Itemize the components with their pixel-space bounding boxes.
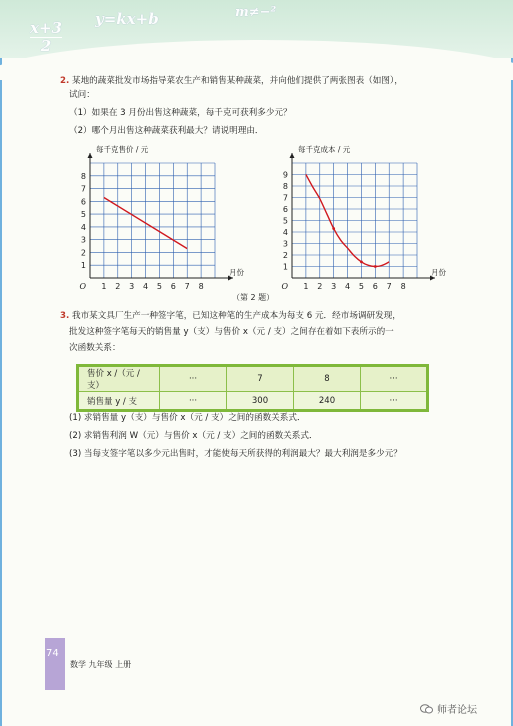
- x-tick-label: 7: [386, 282, 392, 291]
- page-number: 74: [46, 648, 59, 659]
- fraction-numerator: x+3: [30, 19, 62, 37]
- table-row-sales: [78, 392, 428, 411]
- table-cell: ···: [361, 366, 428, 392]
- banner-formula-fraction: [30, 19, 62, 55]
- banner-formula-linear: y=kx+b: [95, 10, 159, 28]
- y-tick-label: 4: [282, 228, 288, 237]
- x-tick-label: 4: [143, 282, 149, 291]
- x-tick-label: 8: [400, 282, 406, 291]
- x-tick-label: 6: [170, 282, 176, 291]
- x-tick-label: 5: [156, 282, 162, 291]
- x-tick-label: 8: [198, 282, 204, 291]
- watermark: [420, 701, 477, 716]
- x-tick-label: 2: [317, 282, 323, 291]
- y-tick-label: 6: [80, 197, 86, 207]
- y-axis-arrow: [88, 153, 93, 158]
- table-row-price: [78, 366, 428, 392]
- y-tick-label: 2: [282, 251, 288, 260]
- data-point: [360, 261, 363, 264]
- q2-figure-caption: （第 2 题）: [232, 293, 275, 302]
- x-tick-label: 6: [372, 282, 378, 291]
- cost-chart: [280, 143, 450, 291]
- table-cell: 300: [227, 392, 294, 411]
- q2-text-line1: 某地的蔬菜批发市场指导菜农生产和销售某种蔬菜，并向他们提供了两张图表（如图），: [71, 76, 403, 86]
- book-title: 数学 九年级 上册: [70, 660, 132, 669]
- y-tick-label: 4: [80, 222, 86, 232]
- origin-label: O: [79, 282, 86, 291]
- q2-number: 2.: [60, 76, 70, 86]
- q2-text-line2: 试问：: [69, 90, 95, 100]
- x-axis-label: 月份: [431, 268, 446, 277]
- q2-sub2: （2）哪个月出售这种蔬菜获利最大？请说明理由．: [69, 126, 264, 136]
- data-point: [374, 265, 377, 268]
- origin-label: O: [281, 282, 288, 291]
- q2-sub1: （1）如果在 3 月份出售这种蔬菜，每千克可获利多少元？: [69, 108, 292, 118]
- page-number-tab: [45, 638, 65, 690]
- table-cell: 8: [294, 366, 361, 392]
- table-header-sales: 销售量 y / 支: [78, 392, 160, 411]
- table-cell: 240: [294, 392, 361, 411]
- watermark-text: 师者论坛: [437, 705, 477, 716]
- q3-sub1: (1) 求销售量 y（支）与售价 x（元 / 支）之间的函数关系式．: [69, 413, 306, 423]
- chat-bubble-icon: [420, 704, 433, 714]
- q2-line1: [60, 76, 403, 87]
- x-tick-label: 1: [101, 282, 107, 291]
- y-tick-label: 2: [80, 248, 86, 258]
- x-tick-label: 5: [358, 282, 364, 291]
- y-tick-label: 5: [80, 210, 86, 220]
- y-axis-arrow: [290, 153, 295, 158]
- q3-text-line3: 次函数关系：: [69, 343, 121, 353]
- fraction-denominator: 2: [40, 37, 52, 55]
- q3-text-line1: 我市某文具厂生产一种签字笔，已知这种笔的生产成本为每支 6 元．经市场调研发现，: [71, 311, 401, 321]
- q3-sub3: (3) 当每支签字笔以多少元出售时，才能使每天所获得的利润最大？最大利润是多少元？: [69, 449, 402, 459]
- x-tick-label: 7: [184, 282, 190, 291]
- y-tick-label: 9: [282, 170, 288, 180]
- y-tick-label: 8: [282, 182, 288, 191]
- x-tick-label: 3: [331, 282, 337, 291]
- table-cell: 7: [227, 366, 294, 392]
- table-cell: ···: [160, 392, 227, 411]
- y-tick-label: 8: [80, 171, 86, 181]
- x-tick-label: 1: [303, 282, 309, 291]
- x-tick-label: 2: [115, 282, 121, 291]
- y-tick-label: 7: [282, 193, 288, 203]
- price-chart: [78, 143, 248, 291]
- x-tick-label: 3: [129, 282, 135, 291]
- y-tick-label: 5: [282, 216, 288, 226]
- x-tick-label: 4: [345, 282, 351, 291]
- x-axis-label: 月份: [229, 268, 244, 277]
- y-tick-label: 3: [80, 235, 86, 245]
- q3-sub2: (2) 求销售利润 W（元）与售价 x（元 / 支）之间的函数关系式．: [69, 431, 318, 441]
- y-tick-label: 7: [80, 184, 86, 194]
- left-page-edge: [0, 0, 2, 726]
- table-header-price: 售价 x /（元 / 支）: [78, 366, 160, 392]
- q3-line1: [60, 311, 401, 322]
- q3-number: 3.: [60, 311, 70, 321]
- q3-text-line2: 批发这种签字笔每天的销售量 y（支）与售价 x（元 / 支）之间存在着如下表所示的一: [69, 327, 394, 337]
- y-axis-label: 每千克售价 / 元: [96, 145, 149, 154]
- table-cell: ···: [361, 392, 428, 411]
- y-tick-label: 3: [282, 239, 288, 249]
- y-tick-label: 1: [80, 261, 86, 271]
- y-tick-label: 6: [282, 205, 288, 214]
- banner-formula-condition: m≠−²: [235, 5, 277, 20]
- y-axis-label: 每千克成本 / 元: [298, 145, 351, 154]
- table-cell: ···: [160, 366, 227, 392]
- function-table: [76, 364, 429, 412]
- y-tick-label: 1: [282, 262, 288, 272]
- data-point: [332, 227, 335, 230]
